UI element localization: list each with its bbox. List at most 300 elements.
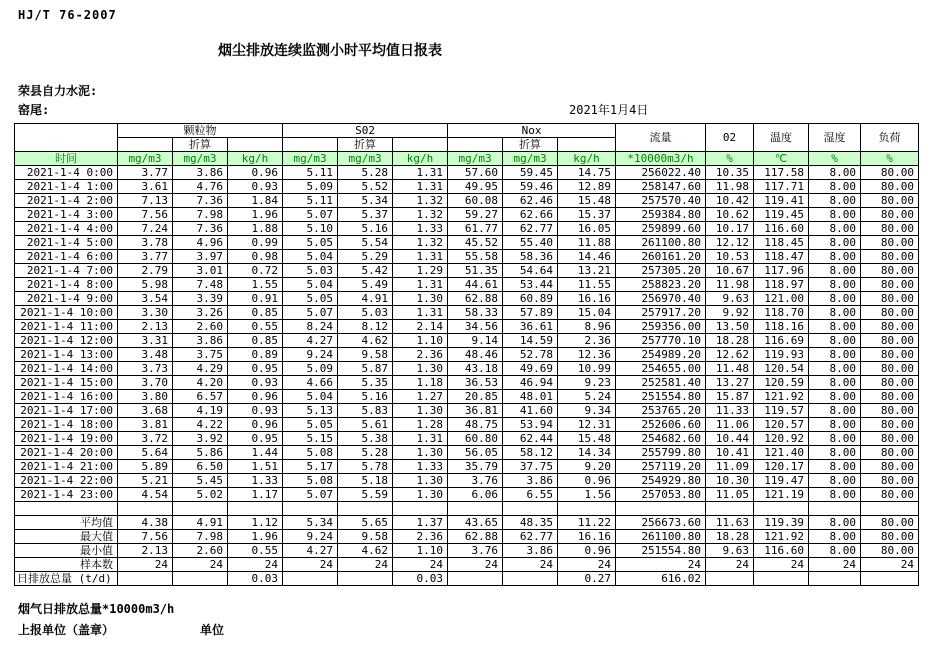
summary-row (15, 558, 919, 572)
value-cell: 60.89 (503, 292, 558, 306)
value-cell: 80.00 (861, 376, 919, 390)
value-cell: 5.24 (558, 390, 616, 404)
table-row (15, 460, 919, 474)
value-cell: 9.23 (558, 376, 616, 390)
value-cell: 2.36 (558, 334, 616, 348)
value-cell: 14.59 (503, 334, 558, 348)
value-cell: 13.27 (706, 376, 754, 390)
value-cell: 0.91 (228, 292, 283, 306)
value-cell: 1.51 (228, 460, 283, 474)
blank-cell (15, 502, 118, 516)
value-cell: 0.95 (228, 432, 283, 446)
value-cell: 8.96 (558, 320, 616, 334)
header-row-units (15, 152, 919, 166)
value-cell: 3.86 (503, 474, 558, 488)
value-cell: 119.57 (754, 404, 809, 418)
value-cell: 3.30 (118, 306, 173, 320)
value-cell: 80.00 (861, 208, 919, 222)
value-cell: 4.66 (283, 376, 338, 390)
summary-value-cell: 18.28 (706, 530, 754, 544)
value-cell: 10.44 (706, 432, 754, 446)
value-cell: 80.00 (861, 264, 919, 278)
time-cell: 2021-1-4 20:00 (15, 446, 118, 460)
value-cell: 0.99 (228, 236, 283, 250)
value-cell: 1.31 (393, 166, 448, 180)
value-cell: 120.57 (754, 418, 809, 432)
table-row (15, 390, 919, 404)
value-cell: 11.55 (558, 278, 616, 292)
summary-value-cell: 8.00 (809, 516, 861, 530)
unit-header: *10000m3/h (616, 152, 706, 166)
summary-value-cell: 24 (616, 558, 706, 572)
summary-value-cell: 1.12 (228, 516, 283, 530)
value-cell: 5.16 (338, 390, 393, 404)
value-cell: 4.22 (173, 418, 228, 432)
value-cell: 80.00 (861, 278, 919, 292)
value-cell: 5.08 (283, 446, 338, 460)
summary-value-cell: 9.58 (338, 530, 393, 544)
summary-value-cell: 24 (754, 558, 809, 572)
value-cell: 252606.60 (616, 418, 706, 432)
value-cell: 0.85 (228, 306, 283, 320)
table-row (15, 488, 919, 502)
value-cell: 0.96 (228, 418, 283, 432)
summary-value-cell (503, 572, 558, 586)
table-body (15, 166, 919, 586)
summary-value-cell: 0.27 (558, 572, 616, 586)
value-cell: 257570.40 (616, 194, 706, 208)
table-row (15, 404, 919, 418)
value-cell: 8.24 (283, 320, 338, 334)
table-row (15, 320, 919, 334)
value-cell: 5.86 (173, 446, 228, 460)
value-cell: 5.37 (338, 208, 393, 222)
value-cell: 10.30 (706, 474, 754, 488)
value-cell: 10.99 (558, 362, 616, 376)
value-cell: 3.54 (118, 292, 173, 306)
value-cell: 5.98 (118, 278, 173, 292)
page-title: 烟尘排放连续监测小时平均值日报表 (218, 43, 442, 59)
table-header (15, 124, 919, 166)
blank-cell (809, 502, 861, 516)
time-cell: 2021-1-4 8:00 (15, 278, 118, 292)
value-cell: 62.77 (503, 222, 558, 236)
value-cell: 118.97 (754, 278, 809, 292)
blank-subheader (283, 138, 338, 152)
value-cell: 9.63 (706, 292, 754, 306)
value-cell: 5.15 (283, 432, 338, 446)
value-cell: 5.35 (338, 376, 393, 390)
blank-cell (118, 502, 173, 516)
table-row (15, 166, 919, 180)
value-cell: 3.76 (448, 474, 503, 488)
col-group-particulate: 颗粒物 (118, 124, 283, 138)
value-cell: 1.32 (393, 236, 448, 250)
value-cell: 1.30 (393, 362, 448, 376)
time-cell: 2021-1-4 2:00 (15, 194, 118, 208)
summary-row (15, 544, 919, 558)
value-cell: 1.30 (393, 404, 448, 418)
value-cell: 10.41 (706, 446, 754, 460)
value-cell: 4.27 (283, 334, 338, 348)
value-cell: 257053.80 (616, 488, 706, 502)
value-cell: 5.05 (283, 418, 338, 432)
value-cell: 10.67 (706, 264, 754, 278)
value-cell: 0.96 (228, 166, 283, 180)
value-cell: 80.00 (861, 474, 919, 488)
summary-value-cell: 80.00 (861, 530, 919, 544)
value-cell: 258147.60 (616, 180, 706, 194)
time-cell: 2021-1-4 6:00 (15, 250, 118, 264)
value-cell: 11.33 (706, 404, 754, 418)
value-cell: 2.36 (393, 348, 448, 362)
time-cell: 2021-1-4 23:00 (15, 488, 118, 502)
value-cell: 80.00 (861, 390, 919, 404)
location-line (0, 99, 932, 117)
value-cell: 5.89 (118, 460, 173, 474)
table-row (15, 348, 919, 362)
value-cell: 4.54 (118, 488, 173, 502)
report-table (14, 123, 919, 586)
value-cell: 14.34 (558, 446, 616, 460)
blank-cell (393, 502, 448, 516)
value-cell: 61.77 (448, 222, 503, 236)
value-cell: 8.00 (809, 390, 861, 404)
value-cell: 6.55 (503, 488, 558, 502)
value-cell: 258823.20 (616, 278, 706, 292)
time-cell: 2021-1-4 3:00 (15, 208, 118, 222)
value-cell: 119.41 (754, 194, 809, 208)
time-cell: 2021-1-4 14:00 (15, 362, 118, 376)
table-row (15, 432, 919, 446)
converted-subheader: 折算 (338, 138, 393, 152)
value-cell: 51.35 (448, 264, 503, 278)
value-cell: 3.77 (118, 166, 173, 180)
value-cell: 5.07 (283, 208, 338, 222)
value-cell: 9.58 (338, 348, 393, 362)
value-cell: 80.00 (861, 460, 919, 474)
summary-value-cell: 43.65 (448, 516, 503, 530)
summary-value-cell: 24 (228, 558, 283, 572)
col-temperature: 温度 (754, 124, 809, 152)
value-cell: 80.00 (861, 236, 919, 250)
value-cell: 1.10 (393, 334, 448, 348)
table-row (15, 418, 919, 432)
value-cell: 3.39 (173, 292, 228, 306)
value-cell: 8.00 (809, 222, 861, 236)
value-cell: 5.49 (338, 278, 393, 292)
value-cell: 7.56 (118, 208, 173, 222)
value-cell: 11.09 (706, 460, 754, 474)
table-row (15, 292, 919, 306)
value-cell: 116.69 (754, 334, 809, 348)
value-cell: 8.00 (809, 166, 861, 180)
value-cell: 11.48 (706, 362, 754, 376)
value-cell: 8.00 (809, 306, 861, 320)
value-cell: 3.26 (173, 306, 228, 320)
value-cell: 80.00 (861, 292, 919, 306)
time-cell: 2021-1-4 16:00 (15, 390, 118, 404)
value-cell: 15.37 (558, 208, 616, 222)
value-cell: 5.10 (283, 222, 338, 236)
value-cell: 252581.40 (616, 376, 706, 390)
company-name: 荣县自力水泥: (18, 84, 98, 98)
summary-value-cell (338, 572, 393, 586)
blank-subheader (558, 138, 616, 152)
value-cell: 8.00 (809, 320, 861, 334)
value-cell: 8.00 (809, 278, 861, 292)
blank-cell (754, 502, 809, 516)
value-cell: 118.70 (754, 306, 809, 320)
value-cell: 8.00 (809, 446, 861, 460)
col-o2: 02 (706, 124, 754, 152)
col-group-nox: Nox (448, 124, 616, 138)
value-cell: 5.17 (283, 460, 338, 474)
value-cell: 60.08 (448, 194, 503, 208)
value-cell: 45.52 (448, 236, 503, 250)
col-humidity: 湿度 (809, 124, 861, 152)
value-cell: 117.96 (754, 264, 809, 278)
value-cell: 5.16 (338, 222, 393, 236)
value-cell: 5.07 (283, 306, 338, 320)
summary-value-cell: 7.98 (173, 530, 228, 544)
value-cell: 1.56 (558, 488, 616, 502)
table-row (15, 208, 919, 222)
value-cell: 44.61 (448, 278, 503, 292)
value-cell: 53.44 (503, 278, 558, 292)
time-cell: 2021-1-4 9:00 (15, 292, 118, 306)
value-cell: 3.68 (118, 404, 173, 418)
summary-value-cell: 24 (503, 558, 558, 572)
summary-value-cell: 80.00 (861, 544, 919, 558)
unit-header: kg/h (228, 152, 283, 166)
value-cell: 34.56 (448, 320, 503, 334)
value-cell: 14.75 (558, 166, 616, 180)
blank-cell (503, 502, 558, 516)
value-cell: 5.03 (338, 306, 393, 320)
summary-value-cell: 24 (283, 558, 338, 572)
value-cell: 7.13 (118, 194, 173, 208)
summary-value-cell: 3.86 (503, 544, 558, 558)
value-cell: 0.96 (558, 474, 616, 488)
value-cell: 1.17 (228, 488, 283, 502)
value-cell: 5.21 (118, 474, 173, 488)
standard-code: HJ/T 76-2007 (18, 8, 117, 22)
value-cell: 48.75 (448, 418, 503, 432)
value-cell: 8.00 (809, 194, 861, 208)
value-cell: 15.04 (558, 306, 616, 320)
value-cell: 6.57 (173, 390, 228, 404)
value-cell: 4.62 (338, 334, 393, 348)
summary-value-cell: 2.13 (118, 544, 173, 558)
time-cell: 2021-1-4 15:00 (15, 376, 118, 390)
value-cell: 116.60 (754, 222, 809, 236)
value-cell: 1.88 (228, 222, 283, 236)
report-date: 2021年1月4日 (569, 103, 649, 117)
value-cell: 43.18 (448, 362, 503, 376)
value-cell: 5.18 (338, 474, 393, 488)
value-cell: 0.89 (228, 348, 283, 362)
converted-subheader: 折算 (503, 138, 558, 152)
summary-row (15, 572, 919, 586)
summary-value-cell: 24 (558, 558, 616, 572)
time-cell: 2021-1-4 7:00 (15, 264, 118, 278)
value-cell: 8.00 (809, 180, 861, 194)
unit-header: mg/m3 (118, 152, 173, 166)
value-cell: 259356.00 (616, 320, 706, 334)
unit-header: % (809, 152, 861, 166)
value-cell: 3.77 (118, 250, 173, 264)
value-cell: 5.38 (338, 432, 393, 446)
summary-label: 平均值 (15, 516, 118, 530)
value-cell: 119.45 (754, 208, 809, 222)
value-cell: 12.31 (558, 418, 616, 432)
value-cell: 254655.00 (616, 362, 706, 376)
value-cell: 55.58 (448, 250, 503, 264)
value-cell: 11.98 (706, 180, 754, 194)
value-cell: 254929.80 (616, 474, 706, 488)
summary-value-cell: 116.60 (754, 544, 809, 558)
value-cell: 80.00 (861, 432, 919, 446)
summary-value-cell: 24 (393, 558, 448, 572)
value-cell: 18.28 (706, 334, 754, 348)
value-cell: 256022.40 (616, 166, 706, 180)
value-cell: 80.00 (861, 320, 919, 334)
summary-value-cell: 1.96 (228, 530, 283, 544)
value-cell: 120.54 (754, 362, 809, 376)
value-cell: 3.86 (173, 334, 228, 348)
time-cell: 2021-1-4 10:00 (15, 306, 118, 320)
value-cell: 8.00 (809, 418, 861, 432)
value-cell: 80.00 (861, 222, 919, 236)
table-row (15, 376, 919, 390)
value-cell: 4.96 (173, 236, 228, 250)
value-cell: 8.00 (809, 362, 861, 376)
value-cell: 8.12 (338, 320, 393, 334)
unit-header: % (861, 152, 919, 166)
summary-value-cell: 16.16 (558, 530, 616, 544)
value-cell: 80.00 (861, 418, 919, 432)
summary-value-cell: 48.35 (503, 516, 558, 530)
summary-value-cell: 256673.60 (616, 516, 706, 530)
summary-value-cell (754, 572, 809, 586)
value-cell: 2.14 (393, 320, 448, 334)
value-cell: 0.72 (228, 264, 283, 278)
value-cell: 5.08 (283, 474, 338, 488)
time-cell: 2021-1-4 11:00 (15, 320, 118, 334)
value-cell: 2.79 (118, 264, 173, 278)
value-cell: 1.31 (393, 250, 448, 264)
value-cell: 8.00 (809, 404, 861, 418)
value-cell: 10.42 (706, 194, 754, 208)
value-cell: 62.66 (503, 208, 558, 222)
summary-value-cell (861, 572, 919, 586)
value-cell: 15.48 (558, 432, 616, 446)
summary-value-cell: 4.62 (338, 544, 393, 558)
value-cell: 5.61 (338, 418, 393, 432)
value-cell: 46.94 (503, 376, 558, 390)
summary-label: 最大值 (15, 530, 118, 544)
value-cell: 62.88 (448, 292, 503, 306)
value-cell: 117.71 (754, 180, 809, 194)
value-cell: 80.00 (861, 250, 919, 264)
summary-value-cell: 24 (861, 558, 919, 572)
value-cell: 12.36 (558, 348, 616, 362)
value-cell: 0.93 (228, 376, 283, 390)
header-row-groups (15, 124, 919, 138)
value-cell: 257305.20 (616, 264, 706, 278)
value-cell: 1.33 (393, 222, 448, 236)
table-row (15, 236, 919, 250)
summary-value-cell: 5.65 (338, 516, 393, 530)
blank-subheader (448, 138, 503, 152)
value-cell: 1.31 (393, 278, 448, 292)
summary-value-cell: 9.24 (283, 530, 338, 544)
value-cell: 5.02 (173, 488, 228, 502)
value-cell: 7.48 (173, 278, 228, 292)
value-cell: 8.00 (809, 376, 861, 390)
blank-cell (338, 502, 393, 516)
value-cell: 52.78 (503, 348, 558, 362)
unit-header: mg/m3 (503, 152, 558, 166)
value-cell: 1.30 (393, 446, 448, 460)
value-cell: 9.20 (558, 460, 616, 474)
summary-value-cell: 62.88 (448, 530, 503, 544)
value-cell: 53.94 (503, 418, 558, 432)
col-flow: 流量 (616, 124, 706, 152)
summary-value-cell: 3.76 (448, 544, 503, 558)
value-cell: 5.05 (283, 236, 338, 250)
value-cell: 8.00 (809, 292, 861, 306)
value-cell: 6.06 (448, 488, 503, 502)
value-cell: 4.20 (173, 376, 228, 390)
unit-header: % (706, 152, 754, 166)
summary-value-cell: 5.34 (283, 516, 338, 530)
summary-value-cell (809, 572, 861, 586)
value-cell: 4.76 (173, 180, 228, 194)
value-cell: 0.85 (228, 334, 283, 348)
value-cell: 5.87 (338, 362, 393, 376)
summary-value-cell: 24 (173, 558, 228, 572)
value-cell: 3.86 (173, 166, 228, 180)
summary-label: 日排放总量 (t/d) (15, 572, 118, 586)
value-cell: 12.12 (706, 236, 754, 250)
summary-label: 最小值 (15, 544, 118, 558)
value-cell: 3.92 (173, 432, 228, 446)
unit-header: mg/m3 (448, 152, 503, 166)
value-cell: 3.01 (173, 264, 228, 278)
value-cell: 35.79 (448, 460, 503, 474)
summary-value-cell (448, 572, 503, 586)
unit-header: mg/m3 (283, 152, 338, 166)
summary-value-cell (706, 572, 754, 586)
value-cell: 57.89 (503, 306, 558, 320)
corner-cell (15, 124, 118, 152)
blank-cell (173, 502, 228, 516)
value-cell: 36.53 (448, 376, 503, 390)
time-header: 时间 (15, 152, 118, 166)
unit-header: mg/m3 (338, 152, 393, 166)
value-cell: 62.44 (503, 432, 558, 446)
summary-value-cell: 261100.80 (616, 530, 706, 544)
value-cell: 14.46 (558, 250, 616, 264)
value-cell: 3.80 (118, 390, 173, 404)
value-cell: 118.45 (754, 236, 809, 250)
value-cell: 54.64 (503, 264, 558, 278)
table-row (15, 446, 919, 460)
value-cell: 7.98 (173, 208, 228, 222)
value-cell: 8.00 (809, 334, 861, 348)
